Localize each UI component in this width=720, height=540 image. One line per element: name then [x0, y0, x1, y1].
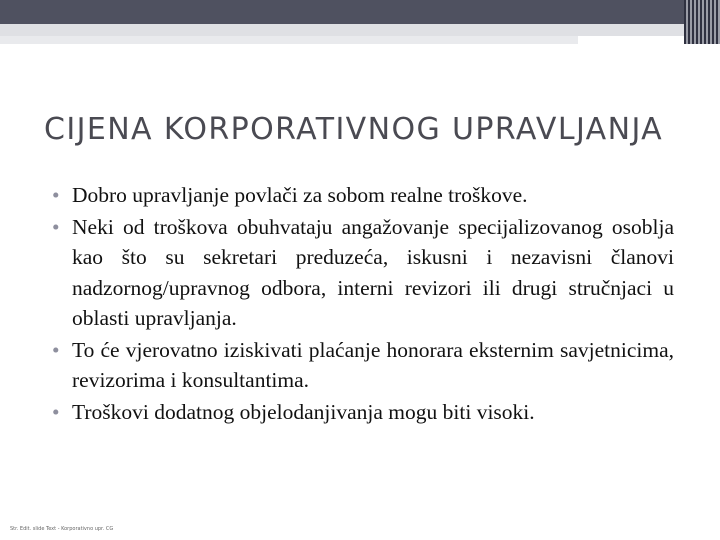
- bullet-item-4: • Troškovi dodatnog objelodanjivanja mogu biti visoki.: [52, 397, 674, 428]
- header-bar-light: [0, 24, 720, 36]
- header-bar-dark: [0, 0, 720, 24]
- bullet-list: [52, 180, 674, 428]
- bullet-item-3: • To će vjerovatno iziskivati plaćanje honorara eksternim savjetnicima, revizorima i konsultantima.: [52, 335, 674, 396]
- corner-stripes-decoration: [684, 0, 720, 44]
- bullet-item-1: • Dobro upravljanje povlači za sobom realne troškove.: [52, 180, 674, 211]
- footer-text: Str. Edit. slide Text - Korporativno upr. CG: [10, 526, 114, 532]
- bullet-item-2: • Neki od troškova obuhvataju angažovanje specijalizovanog osoblja kao što su sekretari preduzeća, iskusni i nezavisni članovi nadzornog/upravnog odbora, interni revizori ili drugi stručnjaci u oblasti upravljanja.: [52, 212, 674, 334]
- header-bar-underline: [0, 36, 578, 44]
- slide-title: CIJENA KORPORATIVNOG UPRAVLJANJA: [44, 112, 664, 147]
